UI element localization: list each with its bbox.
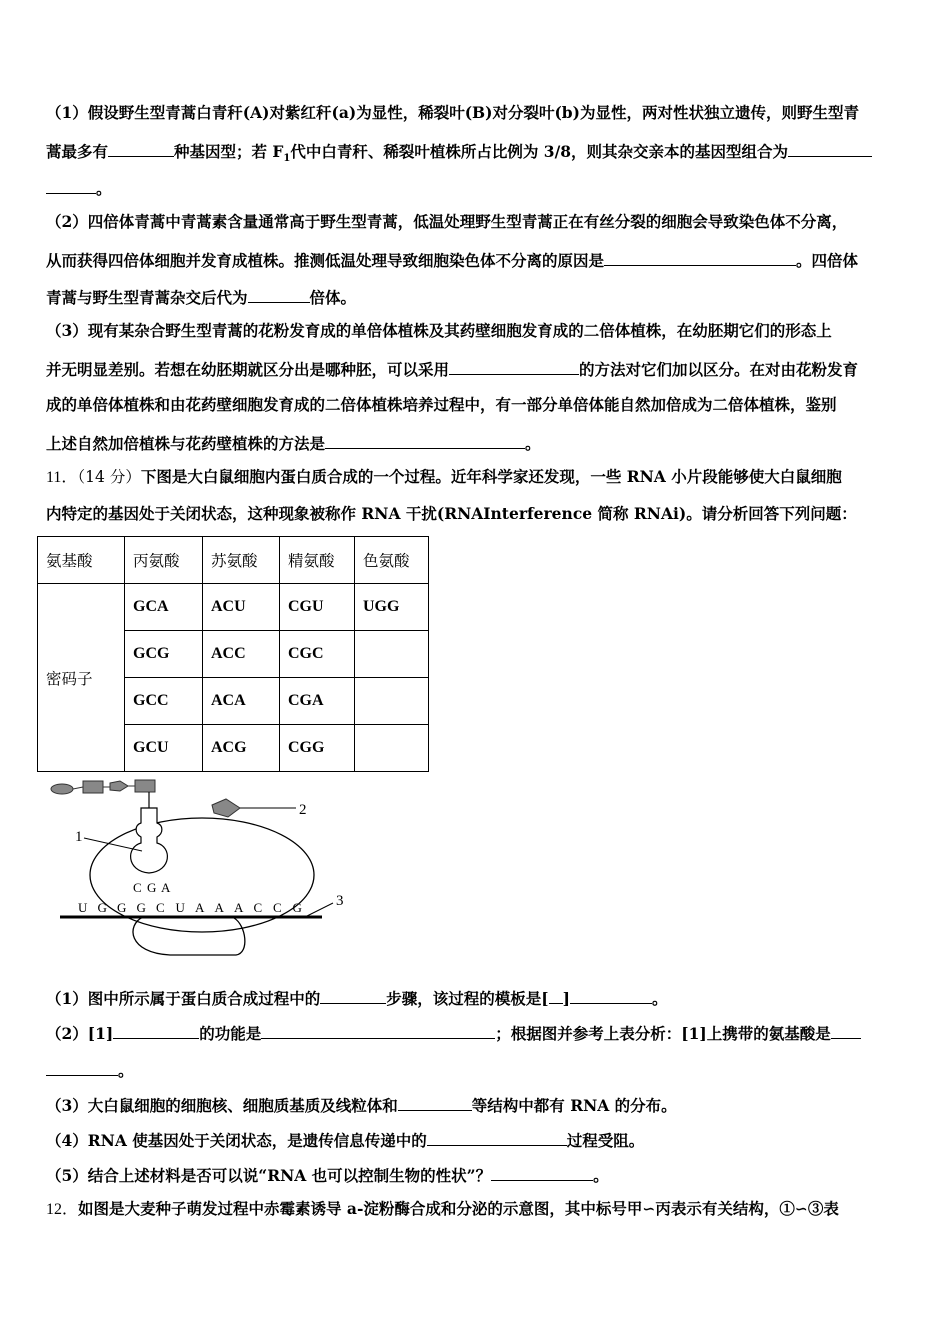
mrna-bases	[78, 900, 302, 915]
mrna-base: U	[78, 900, 88, 915]
mrna-base: C	[156, 900, 165, 915]
amino-acid-1	[51, 784, 73, 794]
answer-blank[interactable]	[108, 140, 174, 157]
anticodon-base: C	[133, 880, 142, 895]
table-cell: CGC	[280, 631, 355, 678]
anticodon-base: A	[161, 880, 171, 895]
trna	[131, 792, 168, 873]
mrna-base: A	[234, 900, 244, 915]
q11-intro-line1: 11．（14 分）下图是大白鼠细胞内蛋白质合成的一个过程。近年科学家还发现，一些 RNA 小片段能够使大白鼠细胞	[46, 467, 842, 486]
mrna-base: C	[253, 900, 263, 915]
q10-part1-line2: 蒿最多有 种基因型；若 $F_1$代中白青秆、稀裂叶植株所占比例为 3/8，则其杂交亲本的基因型组合为	[46, 140, 910, 169]
anticodon-base: G	[147, 880, 157, 895]
table-cell: ACA	[203, 678, 280, 725]
mrna-base: G	[292, 900, 302, 915]
answer-blank[interactable]	[261, 1022, 495, 1039]
table-cell: UGG	[355, 584, 429, 631]
mrna-base: A	[195, 900, 205, 915]
anticodon	[133, 880, 171, 895]
trna-body	[131, 808, 168, 873]
peptide-chain	[51, 780, 155, 794]
table-cell: ACG	[203, 725, 280, 772]
table-cell: GCU	[125, 725, 203, 772]
free-amino-acid	[212, 799, 240, 817]
table-cell: CGA	[280, 678, 355, 725]
table-header-row	[38, 537, 429, 584]
label-3: 3	[336, 893, 344, 909]
amino-acid-3	[110, 781, 128, 791]
row-label-cell: 密码子	[38, 584, 125, 772]
answer-blank[interactable]	[46, 1059, 118, 1076]
answer-blank[interactable]	[788, 140, 872, 157]
mrna-base: G	[97, 900, 107, 915]
table-cell: GCG	[125, 631, 203, 678]
q10-part3-line4: 上述自然加倍植株与花药壁植株的方法是 。	[46, 434, 541, 453]
q11-s2-line1: （2）[1] 的功能是 ；根据图并参考上表分析：[1]上携带的氨基酸是	[46, 1022, 910, 1044]
answer-blank[interactable]	[320, 987, 386, 1004]
answer-blank[interactable]	[398, 1094, 472, 1111]
q10-part1-line3: 。	[46, 177, 910, 199]
table-cell	[355, 725, 429, 772]
answer-blank[interactable]	[449, 358, 579, 375]
q11-s2-line2: 。	[46, 1059, 910, 1081]
answer-blank[interactable]	[248, 286, 310, 303]
q12-line1: 12．如图是大麦种子萌发过程中赤霉素诱导 a-淀粉酶合成和分泌的示意图，其中标号甲∽丙表示有关结构，①∽③表	[46, 1199, 839, 1218]
table-cell	[355, 678, 429, 725]
q10-part3-line2: 并无明显差别。若想在幼胚期就区分出是哪种胚，可以采用 的方法对它们加以区分。在对由花粉发育	[46, 360, 859, 379]
table-cell: CGU	[280, 584, 355, 631]
q10-part1-line1: （1）假设野生型青蒿白青秆(A)对紫红秆(a)为显性，稀裂叶(B)对分裂叶(b)为显性，两对性状独立遗传，则野生型青	[46, 103, 859, 122]
mrna-base: A	[214, 900, 224, 915]
amino-acid-free	[212, 799, 240, 817]
translation-diagram	[40, 775, 360, 975]
answer-blank[interactable]	[46, 177, 96, 194]
q11-intro-line2: 内特定的基因处于关闭状态，这种现象被称作 RNA 干扰(RNAInterference 简称 RNAi)。请分析回答下列问题：	[46, 504, 857, 523]
table-cell	[355, 631, 429, 678]
table-cell: ACC	[203, 631, 280, 678]
table-cell: ACU	[203, 584, 280, 631]
table-header-cell: 氨基酸	[38, 537, 125, 584]
table-header-cell: 苏氨酸	[203, 537, 280, 584]
q10-part2-line1: （2）四倍体青蒿中青蒿素含量通常高于野生型青蒿，低温处理野生型青蒿正在有丝分裂的细胞会导致染色体不分离，	[46, 212, 848, 231]
label3-leader	[305, 903, 333, 917]
q10-part2-line3: 青蒿与野生型青蒿杂交后代为 倍体。	[46, 288, 357, 307]
q11-s5: （5）结合上述材料是否可以说“RNA 也可以控制生物的性状”？ 。	[46, 1166, 609, 1185]
table-row	[38, 584, 429, 631]
mrna-base: G	[117, 900, 127, 915]
peptide-bond	[73, 787, 83, 789]
table-header-cell: 色氨酸	[355, 537, 429, 584]
label-2: 2	[299, 802, 307, 818]
answer-blank[interactable]	[325, 432, 525, 449]
mrna-base: C	[273, 900, 282, 915]
q10-part3-line1: （3）现有某杂合野生型青蒿的花粉发育成的单倍体植株及其药壁细胞发育成的二倍体植株，在幼胚期它们的形态上	[46, 321, 832, 340]
ribosome-small-subunit	[133, 917, 245, 955]
amino-acid-4	[135, 780, 155, 792]
answer-blank[interactable]	[491, 1164, 593, 1181]
mrna-base: G	[136, 900, 146, 915]
q11-s4: （4）RNA 使基因处于关闭状态，是遗传信息传递中的 过程受阻。	[46, 1131, 645, 1150]
mrna-base: U	[175, 900, 185, 915]
table-cell: GCA	[125, 584, 203, 631]
answer-blank[interactable]	[427, 1129, 567, 1146]
answer-blank[interactable]	[831, 1022, 861, 1039]
table-header-cell: 丙氨酸	[125, 537, 203, 584]
label-1: 1	[75, 829, 83, 845]
q10-part3-line3: 成的单倍体植株和由花药壁细胞发育成的二倍体植株培养过程中，有一部分单倍体能自然加倍成为二倍体植株，鉴别	[46, 395, 837, 414]
codon-table	[37, 536, 429, 772]
table-cell: GCC	[125, 678, 203, 725]
answer-blank[interactable]	[113, 1022, 199, 1039]
answer-blank[interactable]	[570, 987, 652, 1004]
answer-blank[interactable]	[549, 987, 563, 1004]
amino-acid-2	[83, 781, 103, 793]
table-cell: CGG	[280, 725, 355, 772]
q11-s1: （1）图中所示属于蛋白质合成过程中的 步骤，该过程的模板是[ ] 。	[46, 989, 668, 1008]
table-header-cell: 精氨酸	[280, 537, 355, 584]
q11-s3: （3）大白鼠细胞的细胞核、细胞质基质及线粒体和 等结构中都有 RNA 的分布。	[46, 1096, 677, 1115]
q10-part2-line2: 从而获得四倍体细胞并发育成植株。推测低温处理导致细胞染色体不分离的原因是 。四倍体	[46, 251, 859, 270]
answer-blank[interactable]	[604, 249, 796, 266]
